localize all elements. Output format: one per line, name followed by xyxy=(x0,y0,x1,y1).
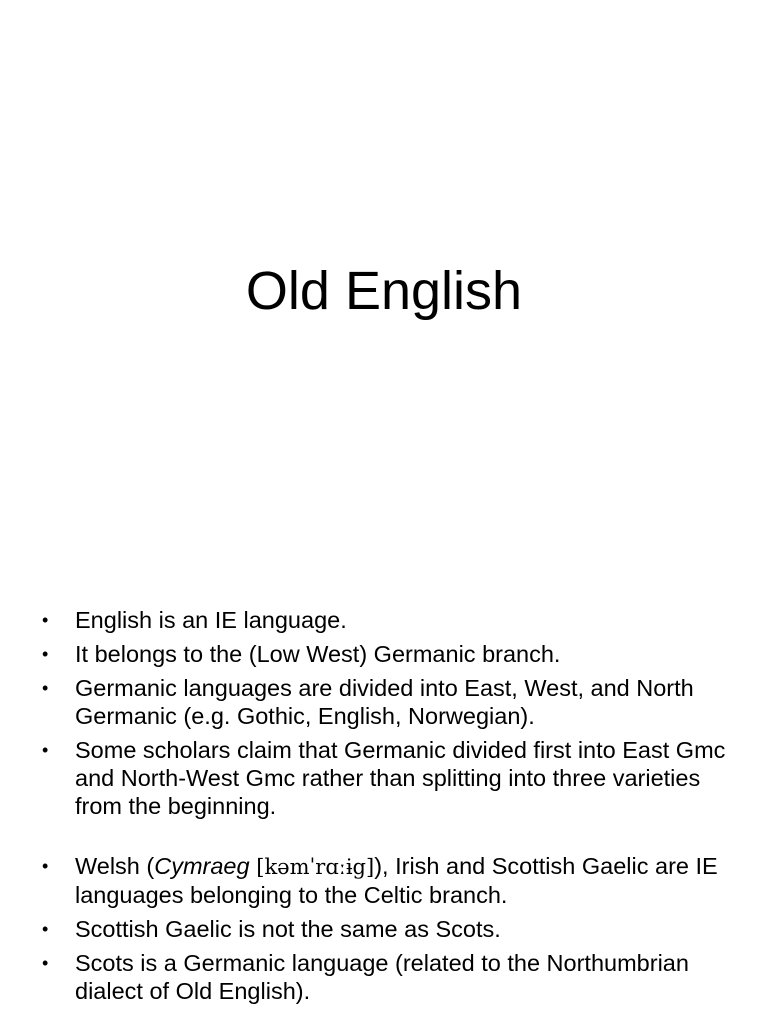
bullet-text: Scottish Gaelic is not the same as Scots. xyxy=(75,916,501,942)
bullet-text: It belongs to the (Low West) Germanic branch. xyxy=(75,641,561,667)
list-item xyxy=(40,915,730,943)
list-item xyxy=(40,736,730,820)
bullet-text: Germanic languages are divided into East, West, and North Germanic (e.g. Gothic, English, Norwegian). xyxy=(75,675,694,729)
list-item xyxy=(40,674,730,730)
bullet-marker: • xyxy=(42,678,49,698)
list-item xyxy=(40,640,730,668)
welsh-text-end: ), Irish and Scottish Gaelic are IE languages belonging to the Celtic branch. xyxy=(75,853,718,908)
list-item xyxy=(40,606,730,634)
bullet-list xyxy=(40,606,730,1011)
slide-title: Old English xyxy=(245,261,523,321)
bullet-text: Some scholars claim that Germanic divided first into East Gmc and North-West Gmc rather than splitting into three varieties from the beginning. xyxy=(75,737,726,819)
bullet-text-welsh xyxy=(75,853,718,908)
bullet-text: English is an IE language. xyxy=(75,607,347,633)
welsh-name-italic: Cymraeg xyxy=(154,853,250,879)
bullet-marker: • xyxy=(42,856,49,876)
welsh-text-start: Welsh ( xyxy=(75,853,155,879)
bullet-marker: • xyxy=(42,919,49,939)
bullet-marker: • xyxy=(42,740,49,760)
list-item xyxy=(40,949,730,1005)
bullet-text: Scots is a Germanic language (related to the Northumbrian dialect of Old English). xyxy=(75,950,689,1004)
list-item xyxy=(40,852,730,909)
bullet-marker: • xyxy=(42,644,49,664)
ipa-transcription: [kəmˈrɑːɨg] xyxy=(249,855,375,879)
bullet-marker: • xyxy=(42,953,49,973)
bullet-marker: • xyxy=(42,610,49,630)
